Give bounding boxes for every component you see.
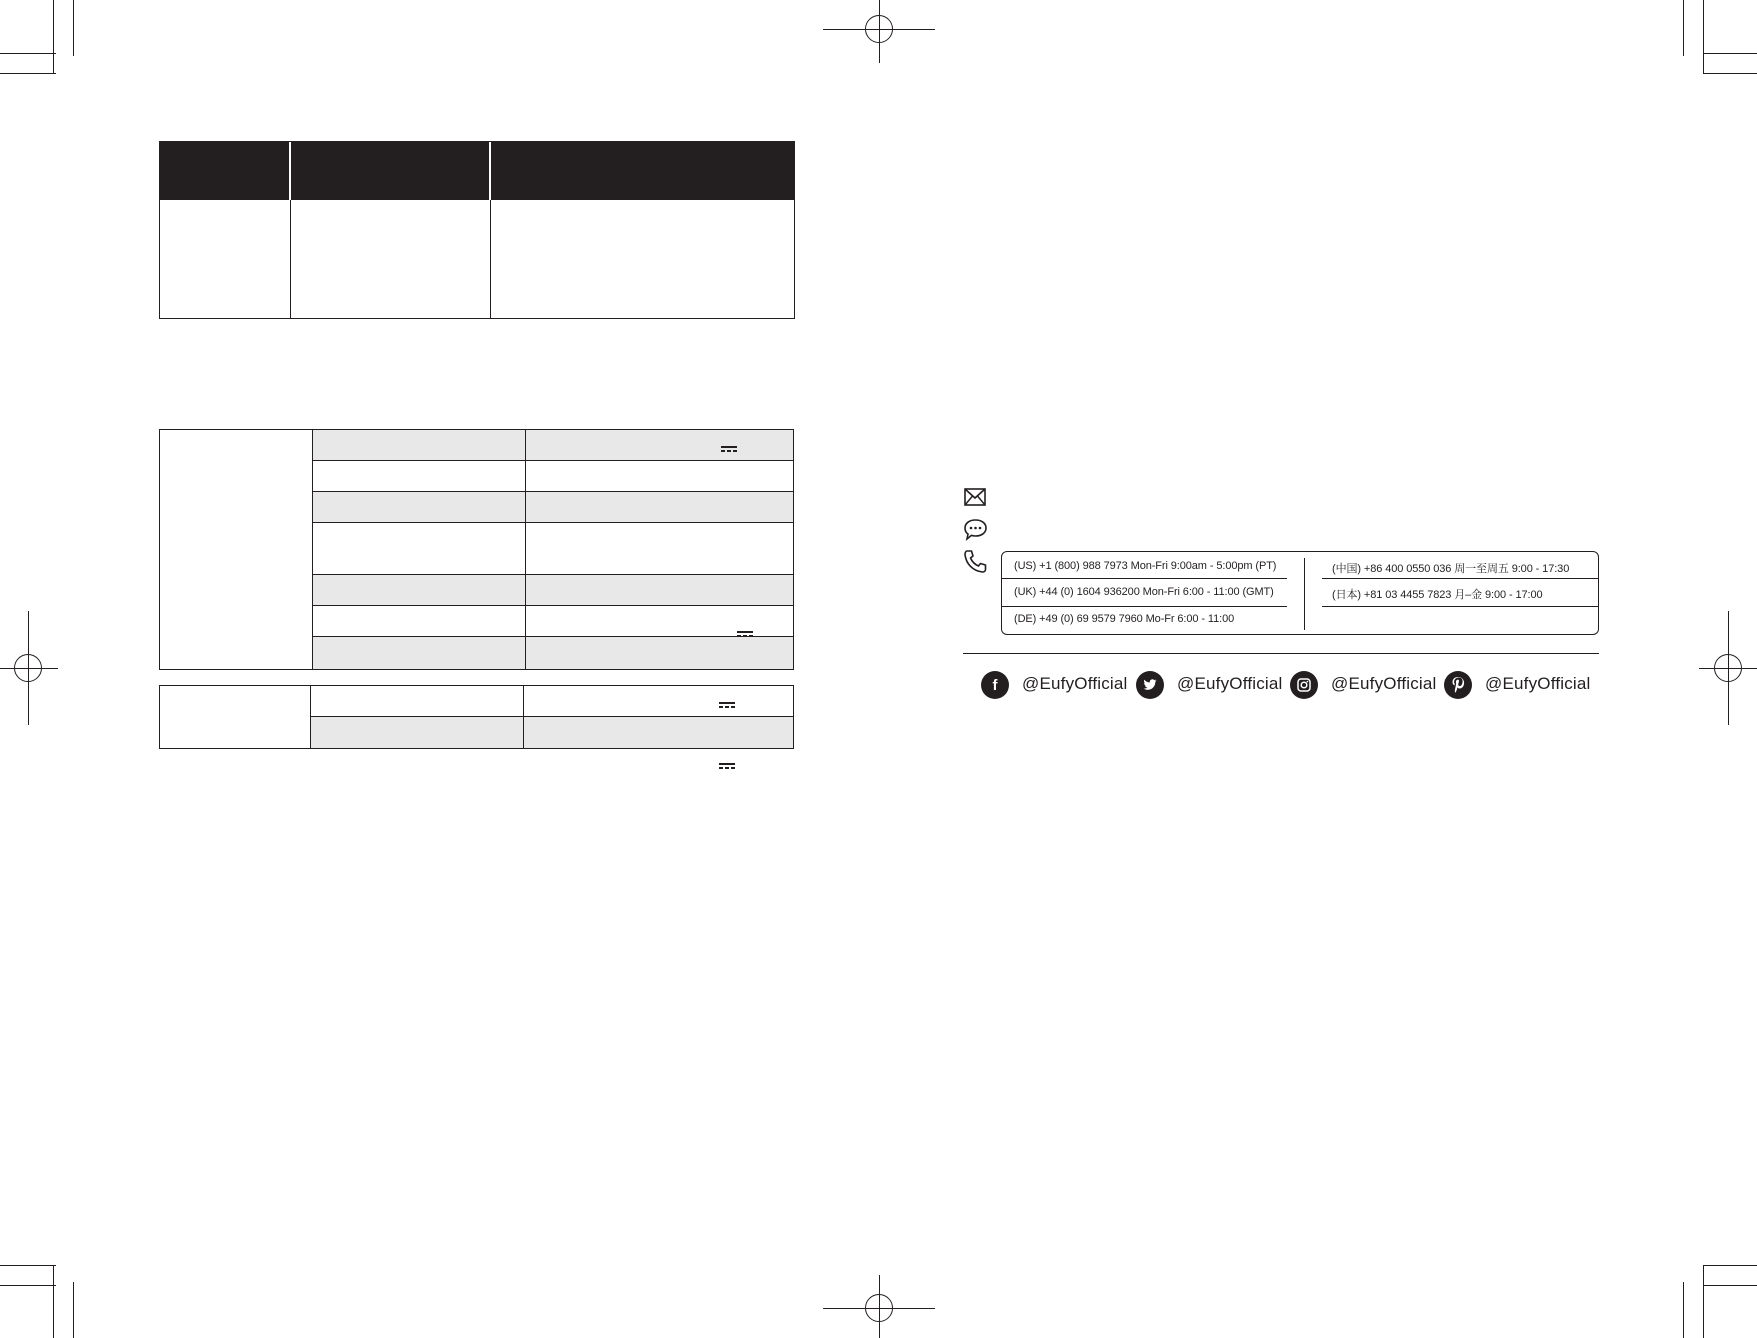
dc-symbol-icon (719, 763, 735, 769)
footer-divider (963, 653, 1599, 654)
phone-cn: (中国) +86 400 0550 036 周一至周五 9:00 - 17:30 (1332, 563, 1570, 575)
social-handle[interactable]: @EufyOfficial (1022, 674, 1128, 693)
social-handle[interactable]: @EufyOfficial (1331, 674, 1437, 693)
table-row (313, 461, 793, 492)
table-group-cell (160, 430, 313, 669)
mail-icon (964, 488, 986, 506)
dc-symbol-icon (719, 702, 735, 708)
chat-bubble-icon (963, 518, 988, 542)
social-handle[interactable]: @EufyOfficial (1485, 674, 1591, 693)
phone-icon (963, 549, 988, 574)
troubleshooting-table (159, 141, 795, 319)
table-row (313, 430, 793, 461)
phone-de: (DE) +49 (0) 69 9579 7960 Mo-Fr 6:00 - 11:00 (1014, 613, 1235, 625)
pinterest-icon (1444, 671, 1472, 699)
facebook-icon: f (981, 671, 1009, 699)
phone-support-box (1001, 551, 1599, 635)
table-group-cell (160, 686, 311, 748)
table-row (313, 492, 793, 523)
specifications-table (159, 429, 794, 670)
twitter-icon (1136, 671, 1164, 699)
table-row (313, 523, 793, 575)
social-handle[interactable]: @EufyOfficial (1177, 674, 1283, 693)
specifications-table-2 (159, 685, 794, 749)
phone-us: (US) +1 (800) 988 7973 Mon-Fri 9:00am - 5:00pm (PT) (1014, 560, 1277, 572)
dc-symbol-icon (721, 446, 737, 452)
phone-jp: (日本) +81 03 4455 7823 月–金 9:00 - 17:00 (1332, 589, 1543, 601)
phone-uk: (UK) +44 (0) 1604 936200 Mon-Fri 6:00 - 11:00 (GMT) (1014, 586, 1274, 598)
table-row (313, 606, 793, 637)
table-row (311, 686, 793, 717)
table-row (311, 717, 793, 748)
table-row (313, 637, 793, 669)
table-header-row (160, 142, 794, 200)
table-row (313, 575, 793, 606)
instagram-icon (1290, 671, 1318, 699)
